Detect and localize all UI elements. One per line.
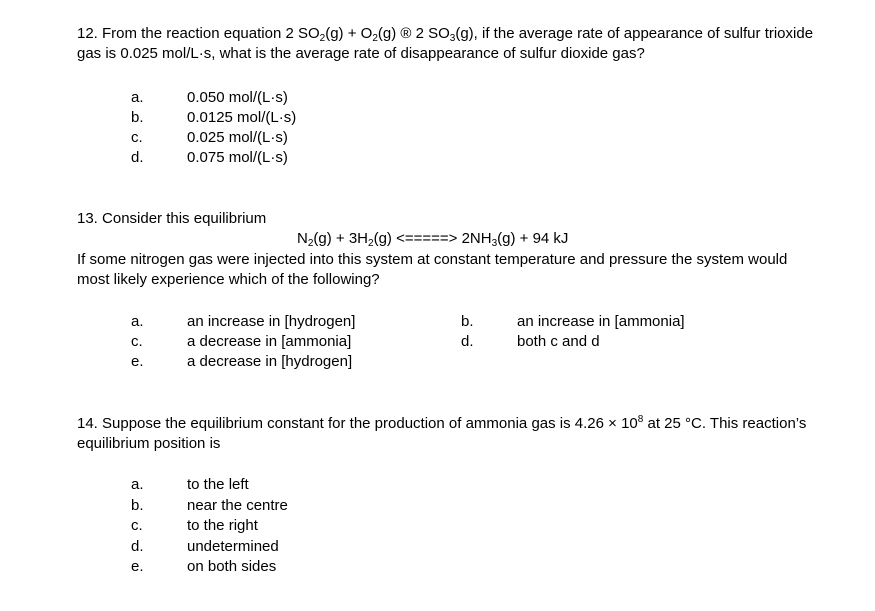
q14-option-text: undetermined bbox=[187, 538, 279, 555]
q14-option-text: to the left bbox=[187, 476, 249, 493]
subscript: 3 bbox=[491, 238, 498, 249]
q14-option-text: on both sides bbox=[187, 558, 277, 575]
q12-stem-line1 bbox=[77, 24, 813, 44]
q12-option-text: 0.075 mol/(L·s) bbox=[187, 149, 288, 166]
subscript: 3 bbox=[449, 33, 456, 44]
subscript: 2 bbox=[372, 33, 378, 44]
q12-option-label: d. bbox=[131, 149, 144, 166]
q13-option-label: d. bbox=[461, 333, 474, 350]
q13-option-label: a. bbox=[131, 313, 144, 330]
q12-option-label: a. bbox=[131, 89, 144, 106]
q12-option-label: b. bbox=[131, 109, 144, 126]
q13-option-label: c. bbox=[131, 333, 143, 350]
superscript: 8 bbox=[637, 414, 644, 425]
q12-option-text: 0.0125 mol/(L·s) bbox=[187, 109, 297, 126]
q13-option-text: a decrease in [ammonia] bbox=[187, 333, 352, 350]
q13-option-text: an increase in [ammonia] bbox=[517, 313, 685, 330]
q14-stem-line2: equilibrium position is bbox=[77, 435, 221, 452]
subscript: 2 bbox=[319, 33, 326, 44]
q12-option-text: 0.025 mol/(L·s) bbox=[187, 129, 288, 146]
q12-stem-line2: gas is 0.025 mol/L·s, what is the average rate of disappearance of sulfur dioxide gas? bbox=[77, 45, 645, 62]
q14-stem-text: at 25 °C. This reaction’s bbox=[643, 415, 807, 432]
equation-text: N bbox=[297, 230, 308, 247]
q13-option-label: b. bbox=[461, 313, 474, 330]
q14-option-label: c. bbox=[131, 517, 143, 534]
q13-stem-line4: most likely experience which of the following? bbox=[77, 271, 380, 288]
q14-stem-line1 bbox=[77, 414, 806, 434]
equation-text: (g) + 3H bbox=[313, 230, 369, 247]
q14-option-label: d. bbox=[131, 538, 144, 555]
equation-text: (g) + 94 kJ bbox=[497, 230, 569, 247]
q14-option-label: a. bbox=[131, 476, 144, 493]
q12-stem-text: (g) + O bbox=[325, 25, 373, 42]
subscript: 2 bbox=[307, 238, 314, 249]
q13-stem-line1: 13. Consider this equilibrium bbox=[77, 210, 267, 227]
q12-stem-text: (g) ® 2 SO bbox=[377, 25, 450, 42]
q12-option-label: c. bbox=[131, 129, 143, 146]
q14-option-text: to the right bbox=[187, 517, 258, 534]
q12-option-text: 0.050 mol/(L·s) bbox=[187, 89, 288, 106]
q13-option-label: e. bbox=[131, 353, 144, 370]
q14-option-label: e. bbox=[131, 558, 144, 575]
subscript: 2 bbox=[368, 238, 374, 249]
q13-option-text: a decrease in [hydrogen] bbox=[187, 353, 353, 370]
q14-option-text: near the centre bbox=[187, 497, 288, 514]
equation-text: (g) <=====> 2NH bbox=[373, 230, 492, 247]
q13-stem-line3: If some nitrogen gas were injected into this system at constant temperature and pressure the system would bbox=[77, 251, 788, 268]
q13-option-text: an increase in [hydrogen] bbox=[187, 313, 356, 330]
q14-option-label: b. bbox=[131, 497, 144, 514]
q14-stem-text: 14. Suppose the equilibrium constant for the production of ammonia gas is 4.26 × 10 bbox=[77, 415, 638, 432]
q12-stem-text: 12. From the reaction equation 2 SO bbox=[77, 25, 320, 42]
q13-option-text: both c and d bbox=[517, 333, 600, 350]
q13-equation bbox=[297, 229, 568, 249]
q12-stem-text: (g), if the average rate of appearance of sulfur trioxide bbox=[455, 25, 814, 42]
